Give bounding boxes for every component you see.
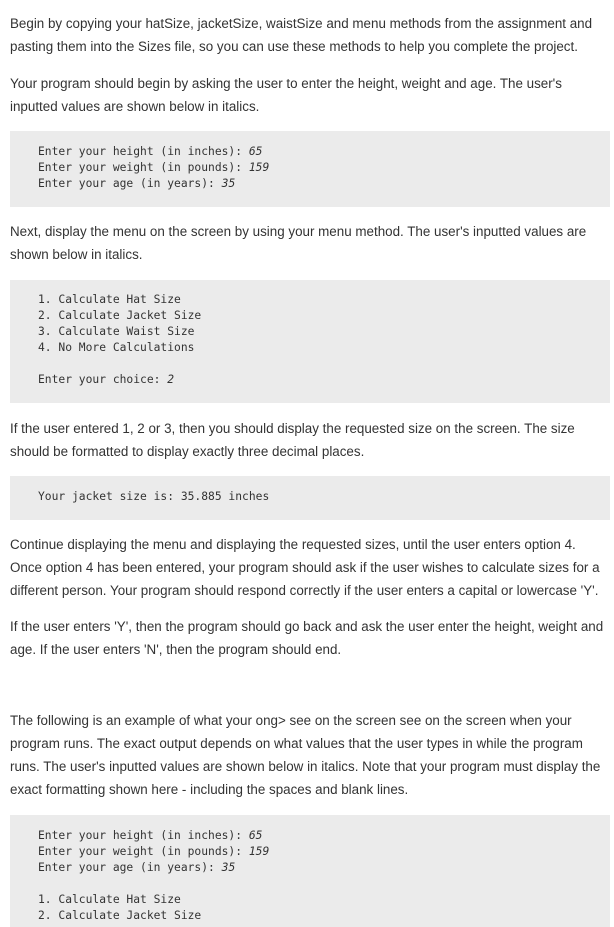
code-line: Enter your weight (in pounds): 159 <box>38 845 270 858</box>
code-line: Enter your height (in inches): 65 <box>38 145 263 158</box>
continue-paragraph: Continue displaying the menu and displaying the requested sizes, until the user enters option 4. Once option 4 has been entered, your program should ask if the user wishes to calculate sizes for a different person. Your program should respond correctly if the user enters a capital or lowercase 'Y'. <box>10 537 600 598</box>
code-block-example <box>10 815 610 927</box>
code-block-menu <box>10 280 610 403</box>
intro-paragraph: Begin by copying your hatSize, jacketSize, waistSize and menu methods from the assignment and pasting them into the Sizes file, so you can use these methods to help you complete the project. <box>10 16 593 54</box>
code-line: Enter your choice: 2 <box>38 373 175 386</box>
begin-paragraph: Your program should begin by asking the user to enter the height, weight and age. The user's inputted values are shown below in italics. <box>10 76 562 114</box>
example-paragraph: The following is an example of what your ong> see on the screen see on the screen when your program runs. The exact output depends on what values that the user types in while the program runs. The user's inputted values are shown below in italics. Note that your program must display the exact formatting shown here - including the spaces and blank lines. <box>10 713 601 797</box>
code-line: Enter your age (in years): 35 <box>38 177 236 190</box>
code-line: Enter your height (in inches): 65 <box>38 829 263 842</box>
code-block-result <box>10 476 610 520</box>
code-line: 2. Calculate Jacket Size <box>38 309 202 322</box>
size-paragraph: If the user entered 1, 2 or 3, then you should display the requested size on the screen. The size should be formatted to display exactly three decimal places. <box>10 421 575 459</box>
menu-paragraph: Next, display the menu on the screen by using your menu method. The user's inputted values are shown below in italics. <box>10 224 587 262</box>
code-block-inputs <box>10 131 610 207</box>
code-line: 1. Calculate Hat Size <box>38 293 181 306</box>
repeat-paragraph: If the user enters 'Y', then the program should go back and ask the user enter the height, weight and age. If the user enters 'N', then the program should end. <box>10 619 604 657</box>
code-line: 3. Calculate Waist Size <box>38 325 195 338</box>
code-line: 2. Calculate Jacket Size <box>38 909 202 922</box>
code-line: Your jacket size is: 35.885 inches <box>38 490 270 503</box>
code-line: Enter your age (in years): 35 <box>38 861 236 874</box>
code-line: 4. No More Calculations <box>38 341 195 354</box>
code-line: 1. Calculate Hat Size <box>38 893 181 906</box>
code-line: Enter your weight (in pounds): 159 <box>38 161 270 174</box>
